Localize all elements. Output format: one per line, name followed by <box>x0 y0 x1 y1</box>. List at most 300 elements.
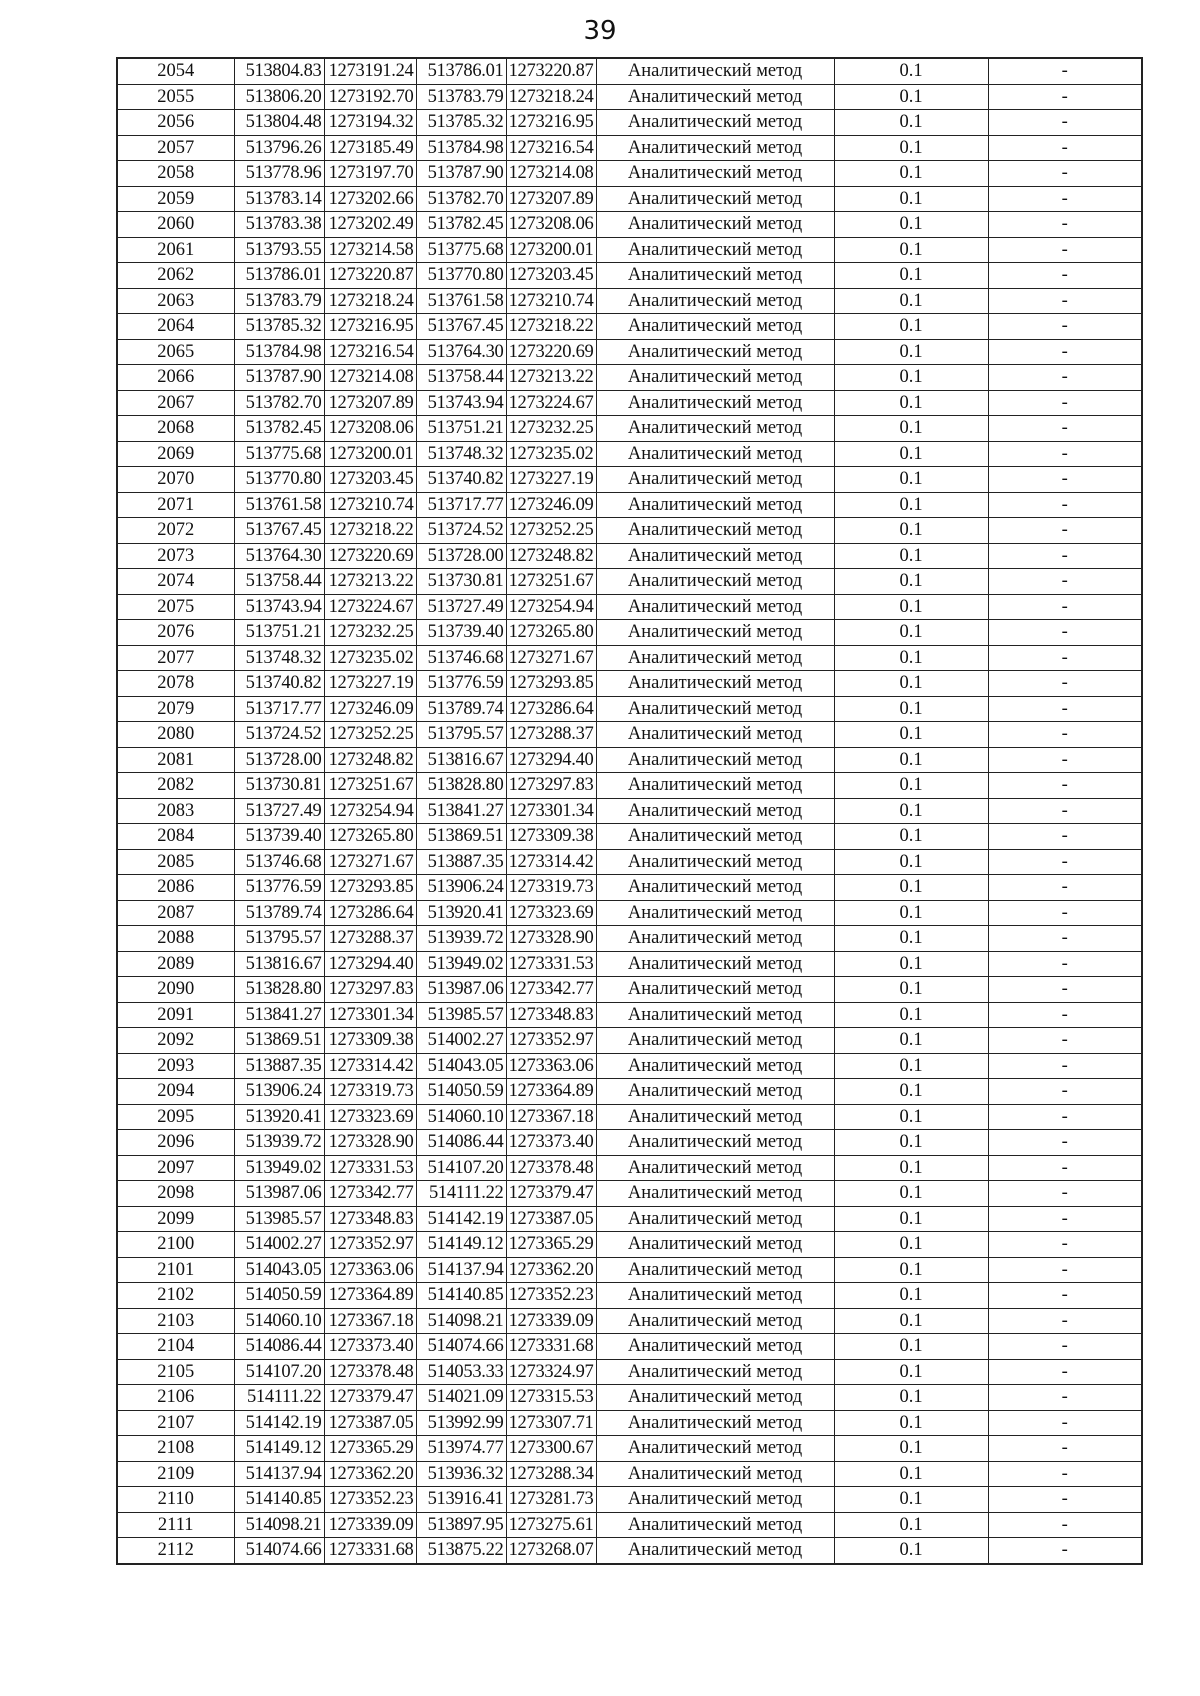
note-cell: - <box>988 1385 1142 1411</box>
note-cell: - <box>988 645 1142 671</box>
x1-cell: 514043.05 <box>234 1257 324 1283</box>
note-cell: - <box>988 390 1142 416</box>
accuracy-cell: 0.1 <box>834 1385 988 1411</box>
y2-cell: 1273342.77 <box>506 977 596 1003</box>
note-cell: - <box>988 1512 1142 1538</box>
y2-cell: 1273254.94 <box>506 594 596 620</box>
y1-cell: 1273294.40 <box>324 951 416 977</box>
x1-cell: 513746.68 <box>234 849 324 875</box>
y2-cell: 1273200.01 <box>506 237 596 263</box>
x2-cell: 514050.59 <box>416 1079 506 1105</box>
method-cell: Аналитический метод <box>596 263 834 289</box>
point-number-cell: 2102 <box>117 1283 234 1309</box>
x1-cell: 514050.59 <box>234 1283 324 1309</box>
x2-cell: 514140.85 <box>416 1283 506 1309</box>
method-cell: Аналитический метод <box>596 339 834 365</box>
method-cell: Аналитический метод <box>596 773 834 799</box>
y1-cell: 1273297.83 <box>324 977 416 1003</box>
x1-cell: 513785.32 <box>234 314 324 340</box>
y1-cell: 1273200.01 <box>324 441 416 467</box>
table-row <box>117 492 1142 518</box>
y1-cell: 1273365.29 <box>324 1436 416 1462</box>
x1-cell: 513758.44 <box>234 569 324 595</box>
y1-cell: 1273362.20 <box>324 1461 416 1487</box>
method-cell: Аналитический метод <box>596 875 834 901</box>
note-cell: - <box>988 696 1142 722</box>
table-row <box>117 1538 1142 1564</box>
table-row <box>117 1436 1142 1462</box>
table-body <box>117 58 1142 1564</box>
x1-cell: 513939.72 <box>234 1130 324 1156</box>
table-row <box>117 620 1142 646</box>
point-number-cell: 2078 <box>117 671 234 697</box>
point-number-cell: 2057 <box>117 135 234 161</box>
x2-cell: 513906.24 <box>416 875 506 901</box>
x1-cell: 513841.27 <box>234 1002 324 1028</box>
note-cell: - <box>988 237 1142 263</box>
x1-cell: 513775.68 <box>234 441 324 467</box>
table-row <box>117 518 1142 544</box>
x2-cell: 514149.12 <box>416 1232 506 1258</box>
table-row <box>117 926 1142 952</box>
point-number-cell: 2101 <box>117 1257 234 1283</box>
table-row <box>117 365 1142 391</box>
y1-cell: 1273364.89 <box>324 1283 416 1309</box>
x1-cell: 513789.74 <box>234 900 324 926</box>
table-row <box>117 1155 1142 1181</box>
x1-cell: 513869.51 <box>234 1028 324 1054</box>
accuracy-cell: 0.1 <box>834 441 988 467</box>
point-number-cell: 2060 <box>117 212 234 238</box>
accuracy-cell: 0.1 <box>834 1028 988 1054</box>
accuracy-cell: 0.1 <box>834 1002 988 1028</box>
y2-cell: 1273213.22 <box>506 365 596 391</box>
accuracy-cell: 0.1 <box>834 212 988 238</box>
note-cell: - <box>988 1104 1142 1130</box>
y2-cell: 1273293.85 <box>506 671 596 697</box>
method-cell: Аналитический метод <box>596 1155 834 1181</box>
table-row <box>117 212 1142 238</box>
note-cell: - <box>988 747 1142 773</box>
y1-cell: 1273194.32 <box>324 110 416 136</box>
method-cell: Аналитический метод <box>596 161 834 187</box>
accuracy-cell: 0.1 <box>834 1130 988 1156</box>
method-cell: Аналитический метод <box>596 645 834 671</box>
y2-cell: 1273297.83 <box>506 773 596 799</box>
table-row <box>117 1334 1142 1360</box>
method-cell: Аналитический метод <box>596 594 834 620</box>
method-cell: Аналитический метод <box>596 1512 834 1538</box>
point-number-cell: 2054 <box>117 58 234 84</box>
y1-cell: 1273352.97 <box>324 1232 416 1258</box>
method-cell: Аналитический метод <box>596 1283 834 1309</box>
method-cell: Аналитический метод <box>596 977 834 1003</box>
note-cell: - <box>988 110 1142 136</box>
y2-cell: 1273220.69 <box>506 339 596 365</box>
x2-cell: 513746.68 <box>416 645 506 671</box>
point-number-cell: 2071 <box>117 492 234 518</box>
table-row <box>117 645 1142 671</box>
x1-cell: 513728.00 <box>234 747 324 773</box>
method-cell: Аналитический метод <box>596 1079 834 1105</box>
point-number-cell: 2089 <box>117 951 234 977</box>
x1-cell: 513743.94 <box>234 594 324 620</box>
method-cell: Аналитический метод <box>596 1206 834 1232</box>
point-number-cell: 2070 <box>117 467 234 493</box>
point-number-cell: 2093 <box>117 1053 234 1079</box>
method-cell: Аналитический метод <box>596 1104 834 1130</box>
y1-cell: 1273301.34 <box>324 1002 416 1028</box>
y2-cell: 1273373.40 <box>506 1130 596 1156</box>
note-cell: - <box>988 1053 1142 1079</box>
accuracy-cell: 0.1 <box>834 390 988 416</box>
method-cell: Аналитический метод <box>596 492 834 518</box>
table-row <box>117 773 1142 799</box>
point-number-cell: 2067 <box>117 390 234 416</box>
table-row <box>117 1053 1142 1079</box>
accuracy-cell: 0.1 <box>834 467 988 493</box>
y1-cell: 1273342.77 <box>324 1181 416 1207</box>
x1-cell: 513828.80 <box>234 977 324 1003</box>
x2-cell: 513875.22 <box>416 1538 506 1564</box>
point-number-cell: 2084 <box>117 824 234 850</box>
table-row <box>117 135 1142 161</box>
x1-cell: 513748.32 <box>234 645 324 671</box>
x2-cell: 513764.30 <box>416 339 506 365</box>
accuracy-cell: 0.1 <box>834 263 988 289</box>
table-row <box>117 747 1142 773</box>
point-number-cell: 2110 <box>117 1487 234 1513</box>
x2-cell: 513974.77 <box>416 1436 506 1462</box>
table-row <box>117 1002 1142 1028</box>
table-row <box>117 722 1142 748</box>
y1-cell: 1273216.54 <box>324 339 416 365</box>
accuracy-cell: 0.1 <box>834 492 988 518</box>
note-cell: - <box>988 1079 1142 1105</box>
note-cell: - <box>988 1002 1142 1028</box>
x1-cell: 513782.70 <box>234 390 324 416</box>
y2-cell: 1273251.67 <box>506 569 596 595</box>
point-number-cell: 2068 <box>117 416 234 442</box>
y2-cell: 1273314.42 <box>506 849 596 875</box>
note-cell: - <box>988 1359 1142 1385</box>
y1-cell: 1273218.24 <box>324 288 416 314</box>
y1-cell: 1273202.49 <box>324 212 416 238</box>
y2-cell: 1273218.22 <box>506 314 596 340</box>
x2-cell: 513789.74 <box>416 696 506 722</box>
accuracy-cell: 0.1 <box>834 1104 988 1130</box>
accuracy-cell: 0.1 <box>834 1053 988 1079</box>
table-row <box>117 900 1142 926</box>
x2-cell: 514043.05 <box>416 1053 506 1079</box>
y1-cell: 1273191.24 <box>324 58 416 84</box>
x2-cell: 513787.90 <box>416 161 506 187</box>
accuracy-cell: 0.1 <box>834 977 988 1003</box>
table-row <box>117 798 1142 824</box>
y1-cell: 1273339.09 <box>324 1512 416 1538</box>
method-cell: Аналитический метод <box>596 1308 834 1334</box>
method-cell: Аналитический метод <box>596 1385 834 1411</box>
point-number-cell: 2105 <box>117 1359 234 1385</box>
note-cell: - <box>988 339 1142 365</box>
note-cell: - <box>988 671 1142 697</box>
method-cell: Аналитический метод <box>596 1487 834 1513</box>
accuracy-cell: 0.1 <box>834 1079 988 1105</box>
accuracy-cell: 0.1 <box>834 1538 988 1564</box>
y1-cell: 1273235.02 <box>324 645 416 671</box>
x1-cell: 514074.66 <box>234 1538 324 1564</box>
table-row <box>117 58 1142 84</box>
point-number-cell: 2111 <box>117 1512 234 1538</box>
y1-cell: 1273319.73 <box>324 1079 416 1105</box>
x2-cell: 513717.77 <box>416 492 506 518</box>
point-number-cell: 2077 <box>117 645 234 671</box>
x1-cell: 513804.83 <box>234 58 324 84</box>
x1-cell: 514142.19 <box>234 1410 324 1436</box>
y2-cell: 1273281.73 <box>506 1487 596 1513</box>
point-number-cell: 2104 <box>117 1334 234 1360</box>
point-number-cell: 2096 <box>117 1130 234 1156</box>
y2-cell: 1273248.82 <box>506 543 596 569</box>
table-row <box>117 1104 1142 1130</box>
table-row <box>117 161 1142 187</box>
point-number-cell: 2064 <box>117 314 234 340</box>
x2-cell: 514086.44 <box>416 1130 506 1156</box>
y1-cell: 1273213.22 <box>324 569 416 595</box>
point-number-cell: 2087 <box>117 900 234 926</box>
y1-cell: 1273208.06 <box>324 416 416 442</box>
x2-cell: 513740.82 <box>416 467 506 493</box>
point-number-cell: 2086 <box>117 875 234 901</box>
method-cell: Аналитический метод <box>596 1461 834 1487</box>
note-cell: - <box>988 1232 1142 1258</box>
x1-cell: 513727.49 <box>234 798 324 824</box>
y2-cell: 1273339.09 <box>506 1308 596 1334</box>
table-row <box>117 467 1142 493</box>
x2-cell: 513939.72 <box>416 926 506 952</box>
x2-cell: 514074.66 <box>416 1334 506 1360</box>
note-cell: - <box>988 314 1142 340</box>
x1-cell: 514111.22 <box>234 1385 324 1411</box>
method-cell: Аналитический метод <box>596 1410 834 1436</box>
x1-cell: 513730.81 <box>234 773 324 799</box>
y2-cell: 1273300.67 <box>506 1436 596 1462</box>
table-row <box>117 569 1142 595</box>
table-row <box>117 951 1142 977</box>
table-row <box>117 416 1142 442</box>
point-number-cell: 2055 <box>117 84 234 110</box>
note-cell: - <box>988 84 1142 110</box>
accuracy-cell: 0.1 <box>834 773 988 799</box>
method-cell: Аналитический метод <box>596 441 834 467</box>
x2-cell: 513743.94 <box>416 390 506 416</box>
table-row <box>117 1359 1142 1385</box>
y1-cell: 1273220.69 <box>324 543 416 569</box>
x1-cell: 513740.82 <box>234 671 324 697</box>
y1-cell: 1273227.19 <box>324 671 416 697</box>
accuracy-cell: 0.1 <box>834 1410 988 1436</box>
table-row <box>117 110 1142 136</box>
accuracy-cell: 0.1 <box>834 747 988 773</box>
point-number-cell: 2100 <box>117 1232 234 1258</box>
method-cell: Аналитический метод <box>596 1053 834 1079</box>
x2-cell: 513748.32 <box>416 441 506 467</box>
accuracy-cell: 0.1 <box>834 798 988 824</box>
y2-cell: 1273252.25 <box>506 518 596 544</box>
note-cell: - <box>988 135 1142 161</box>
table-row <box>117 1308 1142 1334</box>
y1-cell: 1273378.48 <box>324 1359 416 1385</box>
point-number-cell: 2081 <box>117 747 234 773</box>
point-number-cell: 2091 <box>117 1002 234 1028</box>
method-cell: Аналитический метод <box>596 569 834 595</box>
accuracy-cell: 0.1 <box>834 518 988 544</box>
y1-cell: 1273192.70 <box>324 84 416 110</box>
y2-cell: 1273275.61 <box>506 1512 596 1538</box>
point-number-cell: 2061 <box>117 237 234 263</box>
x1-cell: 513783.38 <box>234 212 324 238</box>
x2-cell: 514107.20 <box>416 1155 506 1181</box>
method-cell: Аналитический метод <box>596 671 834 697</box>
x1-cell: 514098.21 <box>234 1512 324 1538</box>
x1-cell: 514137.94 <box>234 1461 324 1487</box>
y1-cell: 1273210.74 <box>324 492 416 518</box>
table-row <box>117 671 1142 697</box>
x2-cell: 513758.44 <box>416 365 506 391</box>
table-row <box>117 1487 1142 1513</box>
method-cell: Аналитический метод <box>596 747 834 773</box>
y2-cell: 1273203.45 <box>506 263 596 289</box>
point-number-cell: 2098 <box>117 1181 234 1207</box>
y1-cell: 1273214.08 <box>324 365 416 391</box>
point-number-cell: 2058 <box>117 161 234 187</box>
x1-cell: 513724.52 <box>234 722 324 748</box>
y2-cell: 1273364.89 <box>506 1079 596 1105</box>
y1-cell: 1273220.87 <box>324 263 416 289</box>
y2-cell: 1273246.09 <box>506 492 596 518</box>
table-row <box>117 696 1142 722</box>
method-cell: Аналитический метод <box>596 135 834 161</box>
x2-cell: 513992.99 <box>416 1410 506 1436</box>
accuracy-cell: 0.1 <box>834 416 988 442</box>
x1-cell: 514140.85 <box>234 1487 324 1513</box>
note-cell: - <box>988 58 1142 84</box>
x2-cell: 514021.09 <box>416 1385 506 1411</box>
x2-cell: 513936.32 <box>416 1461 506 1487</box>
accuracy-cell: 0.1 <box>834 161 988 187</box>
method-cell: Аналитический метод <box>596 722 834 748</box>
y2-cell: 1273387.05 <box>506 1206 596 1232</box>
accuracy-cell: 0.1 <box>834 1359 988 1385</box>
y2-cell: 1273288.37 <box>506 722 596 748</box>
y2-cell: 1273294.40 <box>506 747 596 773</box>
method-cell: Аналитический метод <box>596 951 834 977</box>
point-number-cell: 2075 <box>117 594 234 620</box>
x1-cell: 513804.48 <box>234 110 324 136</box>
x1-cell: 513806.20 <box>234 84 324 110</box>
note-cell: - <box>988 875 1142 901</box>
accuracy-cell: 0.1 <box>834 849 988 875</box>
accuracy-cell: 0.1 <box>834 84 988 110</box>
note-cell: - <box>988 620 1142 646</box>
y2-cell: 1273348.83 <box>506 1002 596 1028</box>
note-cell: - <box>988 1308 1142 1334</box>
method-cell: Аналитический метод <box>596 365 834 391</box>
x1-cell: 513816.67 <box>234 951 324 977</box>
method-cell: Аналитический метод <box>596 1538 834 1564</box>
method-cell: Аналитический метод <box>596 620 834 646</box>
y2-cell: 1273331.53 <box>506 951 596 977</box>
table-row <box>117 263 1142 289</box>
accuracy-cell: 0.1 <box>834 1155 988 1181</box>
accuracy-cell: 0.1 <box>834 951 988 977</box>
note-cell: - <box>988 773 1142 799</box>
y1-cell: 1273202.66 <box>324 186 416 212</box>
x2-cell: 513785.32 <box>416 110 506 136</box>
note-cell: - <box>988 467 1142 493</box>
x2-cell: 513724.52 <box>416 518 506 544</box>
accuracy-cell: 0.1 <box>834 543 988 569</box>
accuracy-cell: 0.1 <box>834 288 988 314</box>
note-cell: - <box>988 1257 1142 1283</box>
method-cell: Аналитический метод <box>596 390 834 416</box>
point-number-cell: 2099 <box>117 1206 234 1232</box>
accuracy-cell: 0.1 <box>834 926 988 952</box>
table-row <box>117 1232 1142 1258</box>
y2-cell: 1273286.64 <box>506 696 596 722</box>
point-number-cell: 2065 <box>117 339 234 365</box>
point-number-cell: 2088 <box>117 926 234 952</box>
x1-cell: 513767.45 <box>234 518 324 544</box>
x2-cell: 513828.80 <box>416 773 506 799</box>
note-cell: - <box>988 441 1142 467</box>
note-cell: - <box>988 977 1142 1003</box>
y1-cell: 1273328.90 <box>324 1130 416 1156</box>
accuracy-cell: 0.1 <box>834 671 988 697</box>
point-number-cell: 2073 <box>117 543 234 569</box>
x2-cell: 513841.27 <box>416 798 506 824</box>
y2-cell: 1273271.67 <box>506 645 596 671</box>
table-row <box>117 1461 1142 1487</box>
note-cell: - <box>988 416 1142 442</box>
method-cell: Аналитический метод <box>596 1334 834 1360</box>
x2-cell: 513786.01 <box>416 58 506 84</box>
x1-cell: 513985.57 <box>234 1206 324 1232</box>
y2-cell: 1273352.97 <box>506 1028 596 1054</box>
note-cell: - <box>988 722 1142 748</box>
y2-cell: 1273208.06 <box>506 212 596 238</box>
y1-cell: 1273331.53 <box>324 1155 416 1181</box>
y1-cell: 1273246.09 <box>324 696 416 722</box>
method-cell: Аналитический метод <box>596 926 834 952</box>
x1-cell: 514149.12 <box>234 1436 324 1462</box>
x2-cell: 513987.06 <box>416 977 506 1003</box>
note-cell: - <box>988 594 1142 620</box>
note-cell: - <box>988 186 1142 212</box>
y1-cell: 1273214.58 <box>324 237 416 263</box>
note-cell: - <box>988 824 1142 850</box>
method-cell: Аналитический метод <box>596 237 834 263</box>
accuracy-cell: 0.1 <box>834 696 988 722</box>
x2-cell: 514111.22 <box>416 1181 506 1207</box>
x2-cell: 513916.41 <box>416 1487 506 1513</box>
accuracy-cell: 0.1 <box>834 824 988 850</box>
method-cell: Аналитический метод <box>596 798 834 824</box>
note-cell: - <box>988 1283 1142 1309</box>
accuracy-cell: 0.1 <box>834 645 988 671</box>
x1-cell: 513751.21 <box>234 620 324 646</box>
point-number-cell: 2066 <box>117 365 234 391</box>
